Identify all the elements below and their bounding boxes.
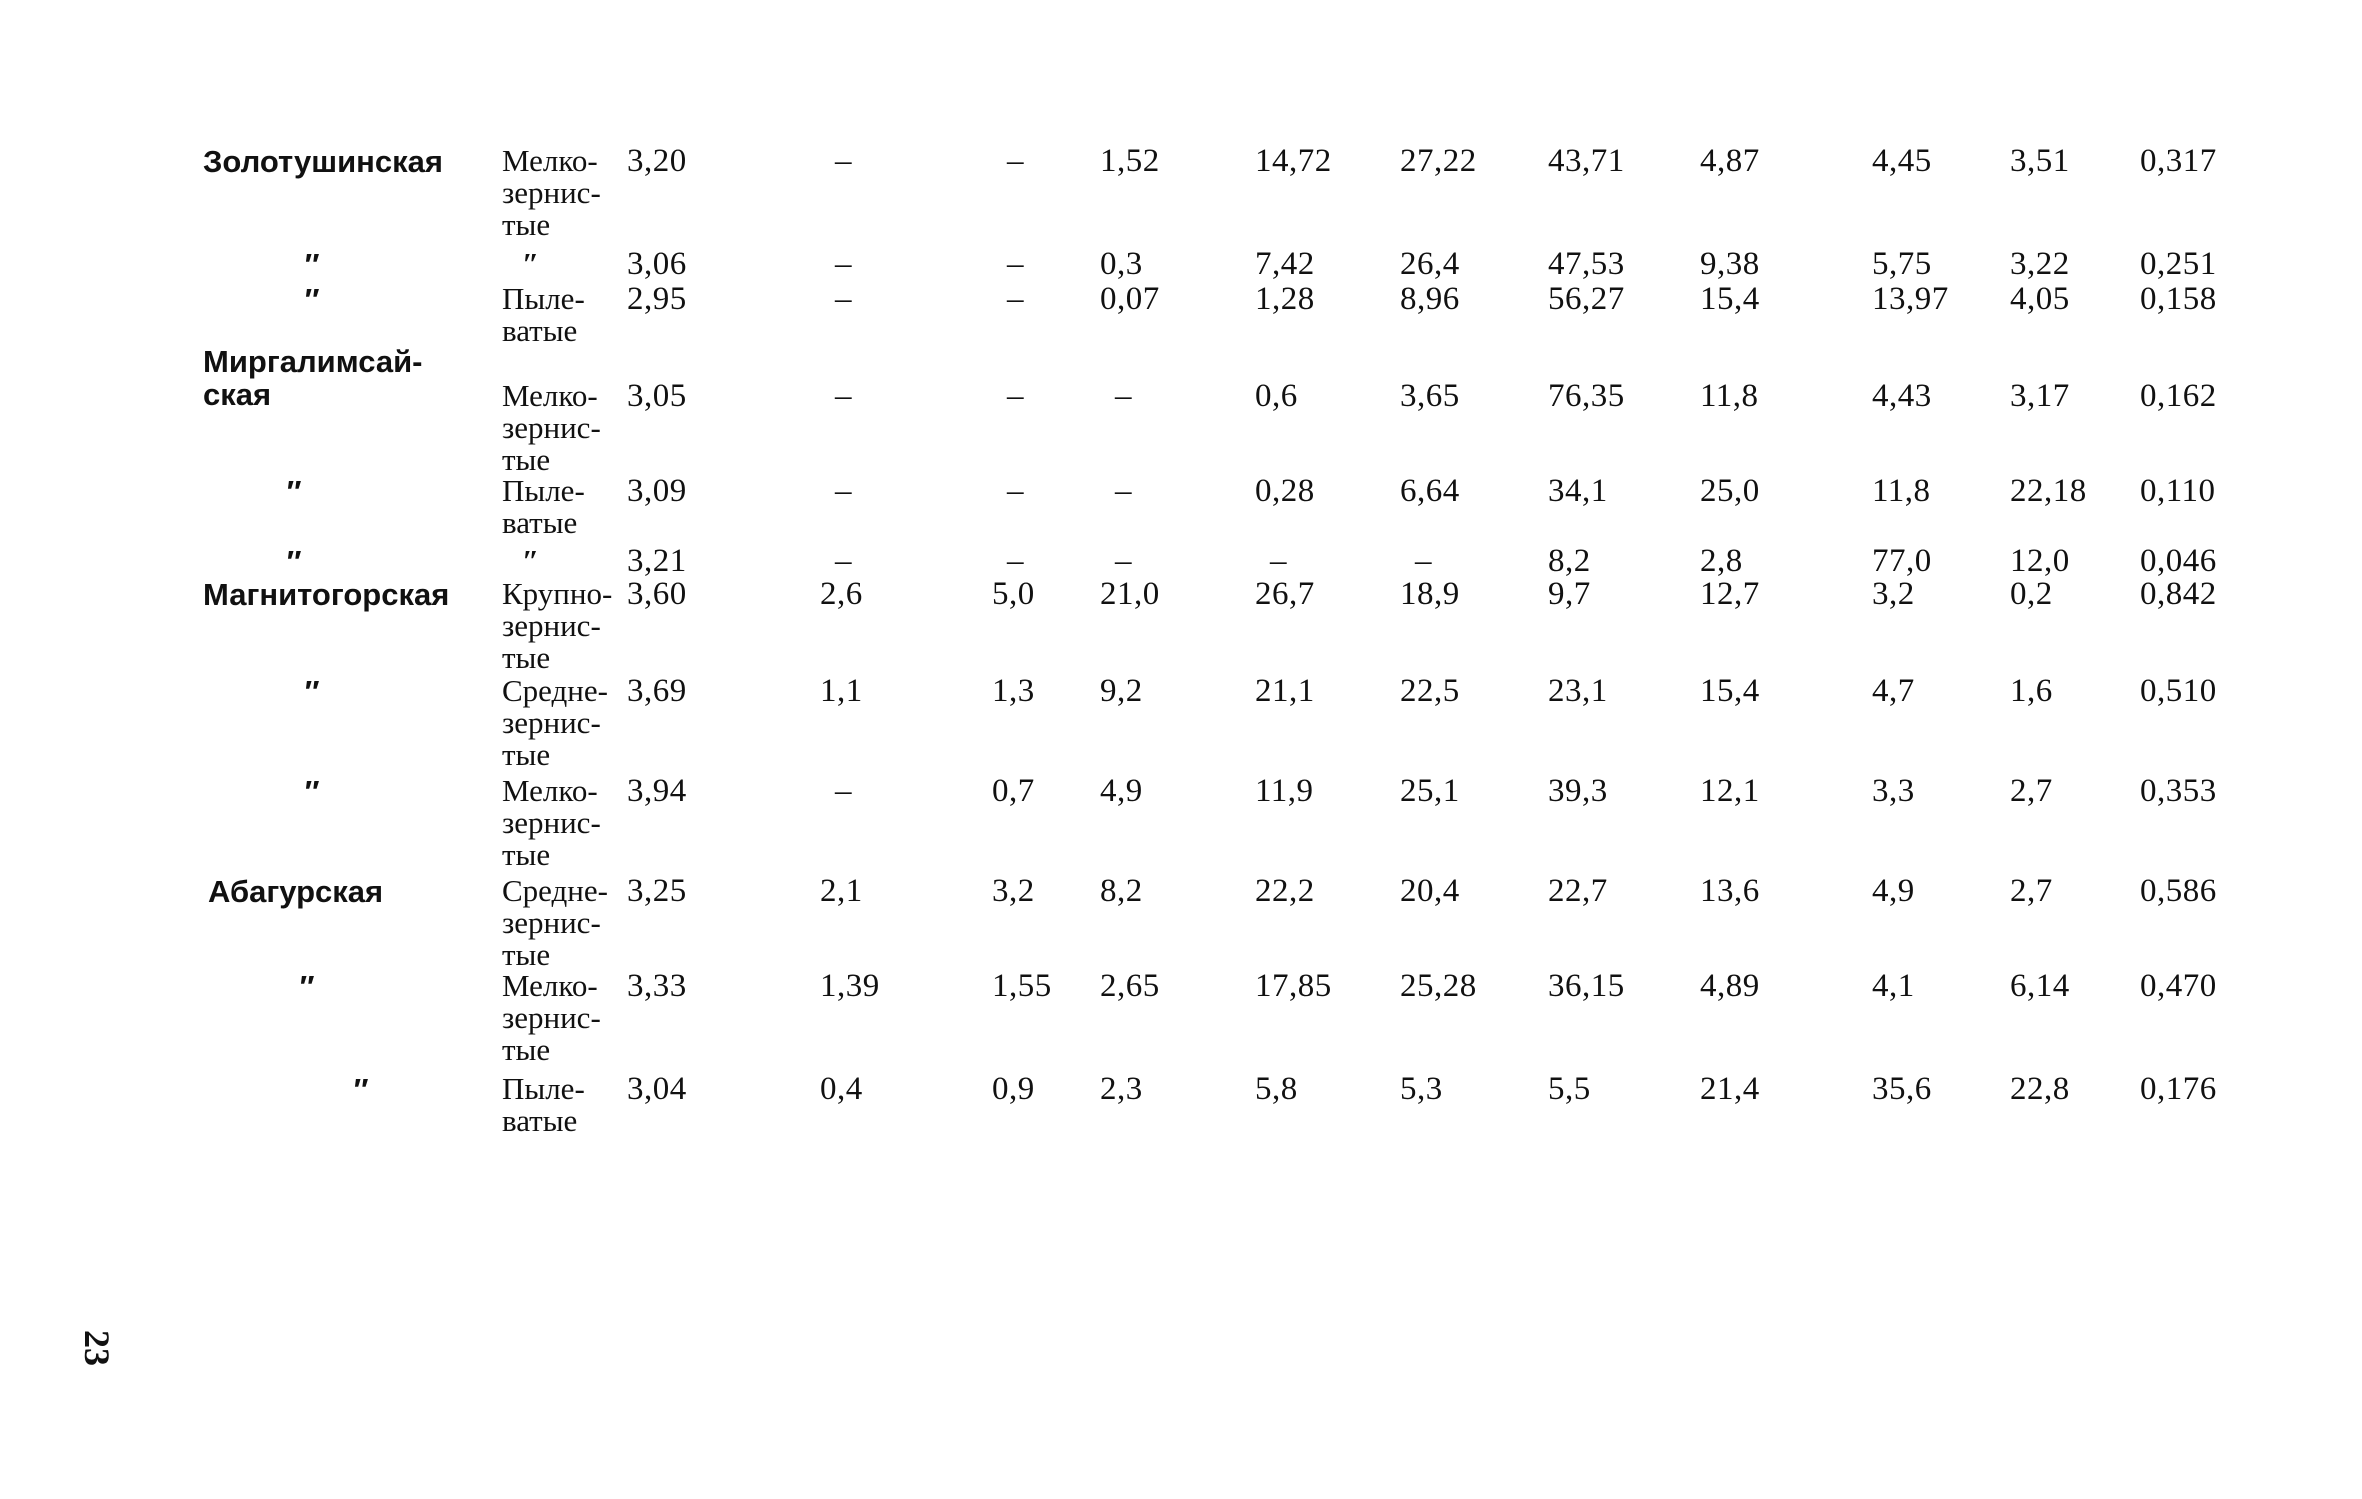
table-cell: 3,51: [2010, 143, 2070, 179]
table-cell: 3,60: [627, 576, 687, 612]
table-cell: 3,21: [627, 543, 687, 579]
table-cell: 3,3: [1872, 773, 1915, 809]
table-cell: 25,0: [1700, 473, 1760, 509]
table-cell: 3,09: [627, 473, 687, 509]
table-cell: 15,4: [1700, 281, 1760, 317]
table-cell: 2,95: [627, 281, 687, 317]
table-cell: 5,75: [1872, 246, 1932, 282]
table-cell: 0,842: [2140, 576, 2217, 612]
table-cell: 21,0: [1100, 576, 1160, 612]
table-cell: –: [1415, 543, 1432, 579]
table-cell: 11,8: [1700, 378, 1759, 414]
table-cell: 0,317: [2140, 143, 2217, 179]
table-cell: 3,2: [992, 873, 1035, 909]
deposit-name: Золотушинская: [203, 144, 443, 179]
table-cell: 3,94: [627, 773, 687, 809]
sand-type: Крупно- зернис- тые: [502, 576, 613, 675]
table-cell: 11,9: [1255, 773, 1314, 809]
table-cell: 8,96: [1400, 281, 1460, 317]
table-cell: 2,1: [820, 873, 863, 909]
table-cell: 26,7: [1255, 576, 1315, 612]
table-cell: –: [835, 543, 852, 579]
table-cell: 2,65: [1100, 968, 1160, 1004]
table-cell: 2,7: [2010, 873, 2053, 909]
table-cell: 18,9: [1400, 576, 1460, 612]
table-cell: 0,7: [992, 773, 1035, 809]
table-cell: 9,7: [1548, 576, 1591, 612]
table-cell: –: [835, 246, 852, 282]
table-cell: –: [1007, 543, 1024, 579]
table-cell: 3,65: [1400, 378, 1460, 414]
table-cell: 3,25: [627, 873, 687, 909]
table-cell: 13,6: [1700, 873, 1760, 909]
deposit-name: Магнитогорская: [203, 577, 450, 612]
table-cell: 0,162: [2140, 378, 2217, 414]
table-cell: –: [1007, 143, 1024, 179]
deposit-name: ″: [352, 1072, 367, 1107]
table-cell: 36,15: [1548, 968, 1625, 1004]
table-cell: 6,64: [1400, 473, 1460, 509]
deposit-name: ″: [303, 774, 318, 809]
table-cell: 3,04: [627, 1071, 687, 1107]
table-cell: 0,510: [2140, 673, 2217, 709]
table-cell: 15,4: [1700, 673, 1760, 709]
table-cell: 21,4: [1700, 1071, 1760, 1107]
table-cell: 2,6: [820, 576, 863, 612]
table-cell: 5,5: [1548, 1071, 1591, 1107]
table-cell: 5,3: [1400, 1071, 1443, 1107]
table-cell: 17,85: [1255, 968, 1332, 1004]
table-cell: 1,1: [820, 673, 863, 709]
table-cell: 22,18: [2010, 473, 2087, 509]
table-cell: 3,06: [627, 246, 687, 282]
table-cell: 25,1: [1400, 773, 1460, 809]
deposit-name: Миргалимсай- ская: [203, 344, 423, 412]
table-cell: 8,2: [1548, 543, 1591, 579]
page-number: 23: [77, 1330, 117, 1366]
deposit-name: ″: [303, 282, 318, 317]
table-cell: 0,046: [2140, 543, 2217, 579]
table-cell: 3,05: [627, 378, 687, 414]
table-cell: 0,158: [2140, 281, 2217, 317]
table-cell: 0,251: [2140, 246, 2217, 282]
table-cell: 0,2: [2010, 576, 2053, 612]
table-cell: –: [1115, 543, 1132, 579]
table-cell: 4,9: [1100, 773, 1143, 809]
table-cell: 0,353: [2140, 773, 2217, 809]
table-cell: 9,38: [1700, 246, 1760, 282]
table-cell: 12,0: [2010, 543, 2070, 579]
table-cell: 34,1: [1548, 473, 1608, 509]
table-cell: 0,4: [820, 1071, 863, 1107]
table-cell: 1,28: [1255, 281, 1315, 317]
table-cell: 7,42: [1255, 246, 1315, 282]
deposit-name: ″: [298, 969, 313, 1004]
table-cell: –: [835, 378, 852, 414]
table-cell: –: [1007, 281, 1024, 317]
table-cell: 3,2: [1872, 576, 1915, 612]
table-cell: 6,14: [2010, 968, 2070, 1004]
sand-type: Мелко- зернис- тые: [502, 773, 601, 872]
table-cell: 0,110: [2140, 473, 2216, 509]
table-cell: 26,4: [1400, 246, 1460, 282]
table-cell: –: [1007, 378, 1024, 414]
table-cell: 22,8: [2010, 1071, 2070, 1107]
table-cell: 5,8: [1255, 1071, 1298, 1107]
table-cell: 5,0: [992, 576, 1035, 612]
deposit-name: ″: [303, 674, 318, 709]
table-cell: 1,6: [2010, 673, 2053, 709]
table-cell: 4,9: [1872, 873, 1915, 909]
table-cell: 3,33: [627, 968, 687, 1004]
table-cell: 0,3: [1100, 246, 1143, 282]
table-cell: 9,2: [1100, 673, 1143, 709]
sand-type: Мелко- зернис- тые: [502, 968, 601, 1067]
deposit-name: ″: [285, 474, 300, 509]
sand-type: Средне- зернис- тые: [502, 873, 608, 972]
table-cell: –: [1270, 543, 1287, 579]
table-cell: 4,87: [1700, 143, 1760, 179]
table-cell: 8,2: [1100, 873, 1143, 909]
table-cell: 47,53: [1548, 246, 1625, 282]
table-cell: 1,52: [1100, 143, 1160, 179]
table-cell: –: [1007, 246, 1024, 282]
table-cell: 4,1: [1872, 968, 1915, 1004]
sand-type: Пыле- ватые: [502, 473, 585, 540]
table-cell: 23,1: [1548, 673, 1608, 709]
table-cell: 76,35: [1548, 378, 1625, 414]
sand-type: Пыле- ватые: [502, 1071, 585, 1138]
table-cell: 0,9: [992, 1071, 1035, 1107]
table-cell: 3,20: [627, 143, 687, 179]
sand-type: Средне- зернис- тые: [502, 673, 608, 772]
deposit-name: ″: [285, 544, 300, 579]
table-cell: 2,8: [1700, 543, 1743, 579]
table-cell: 1,39: [820, 968, 880, 1004]
table-cell: –: [1115, 473, 1132, 509]
table-cell: –: [1007, 473, 1024, 509]
table-cell: 11,8: [1872, 473, 1931, 509]
table-cell: 56,27: [1548, 281, 1625, 317]
table-cell: 2,3: [1100, 1071, 1143, 1107]
table-cell: 1,3: [992, 673, 1035, 709]
table-cell: 0,07: [1100, 281, 1160, 317]
table-cell: 0,470: [2140, 968, 2217, 1004]
table-cell: 27,22: [1400, 143, 1477, 179]
table-cell: 3,69: [627, 673, 687, 709]
table-cell: 12,1: [1700, 773, 1760, 809]
table-cell: 4,7: [1872, 673, 1915, 709]
table-cell: 1,55: [992, 968, 1052, 1004]
table-cell: 0,176: [2140, 1071, 2217, 1107]
table-cell: 22,5: [1400, 673, 1460, 709]
table-cell: –: [1115, 378, 1132, 414]
table-cell: –: [835, 143, 852, 179]
deposit-name: Абагурская: [208, 874, 384, 909]
table-cell: 35,6: [1872, 1071, 1932, 1107]
sand-type: Пыле- ватые: [502, 281, 585, 348]
table-cell: 21,1: [1255, 673, 1315, 709]
table-cell: 0,28: [1255, 473, 1315, 509]
deposit-name: ″: [303, 247, 318, 282]
table-cell: 22,2: [1255, 873, 1315, 909]
table-cell: 12,7: [1700, 576, 1760, 612]
sand-type: Мелко- зернис- тые: [502, 378, 601, 477]
table-cell: 0,6: [1255, 378, 1298, 414]
table-cell: 22,7: [1548, 873, 1608, 909]
table-cell: 77,0: [1872, 543, 1932, 579]
table-cell: –: [835, 473, 852, 509]
table-cell: –: [835, 773, 852, 809]
table-cell: 2,7: [2010, 773, 2053, 809]
table-cell: 4,45: [1872, 143, 1932, 179]
table-cell: 4,05: [2010, 281, 2070, 317]
table-cell: 39,3: [1548, 773, 1608, 809]
table-cell: 3,22: [2010, 246, 2070, 282]
table-cell: 25,28: [1400, 968, 1477, 1004]
table-cell: 0,586: [2140, 873, 2217, 909]
table-cell: 14,72: [1255, 143, 1332, 179]
table-cell: 4,89: [1700, 968, 1760, 1004]
sand-type: ″: [522, 246, 540, 281]
table-cell: 20,4: [1400, 873, 1460, 909]
table-cell: –: [835, 281, 852, 317]
table-cell: 13,97: [1872, 281, 1949, 317]
table-cell: 3,17: [2010, 378, 2070, 414]
table-cell: 4,43: [1872, 378, 1932, 414]
sand-type: ″: [522, 543, 540, 578]
table-cell: 43,71: [1548, 143, 1625, 179]
sand-type: Мелко- зернис- тые: [502, 143, 601, 242]
